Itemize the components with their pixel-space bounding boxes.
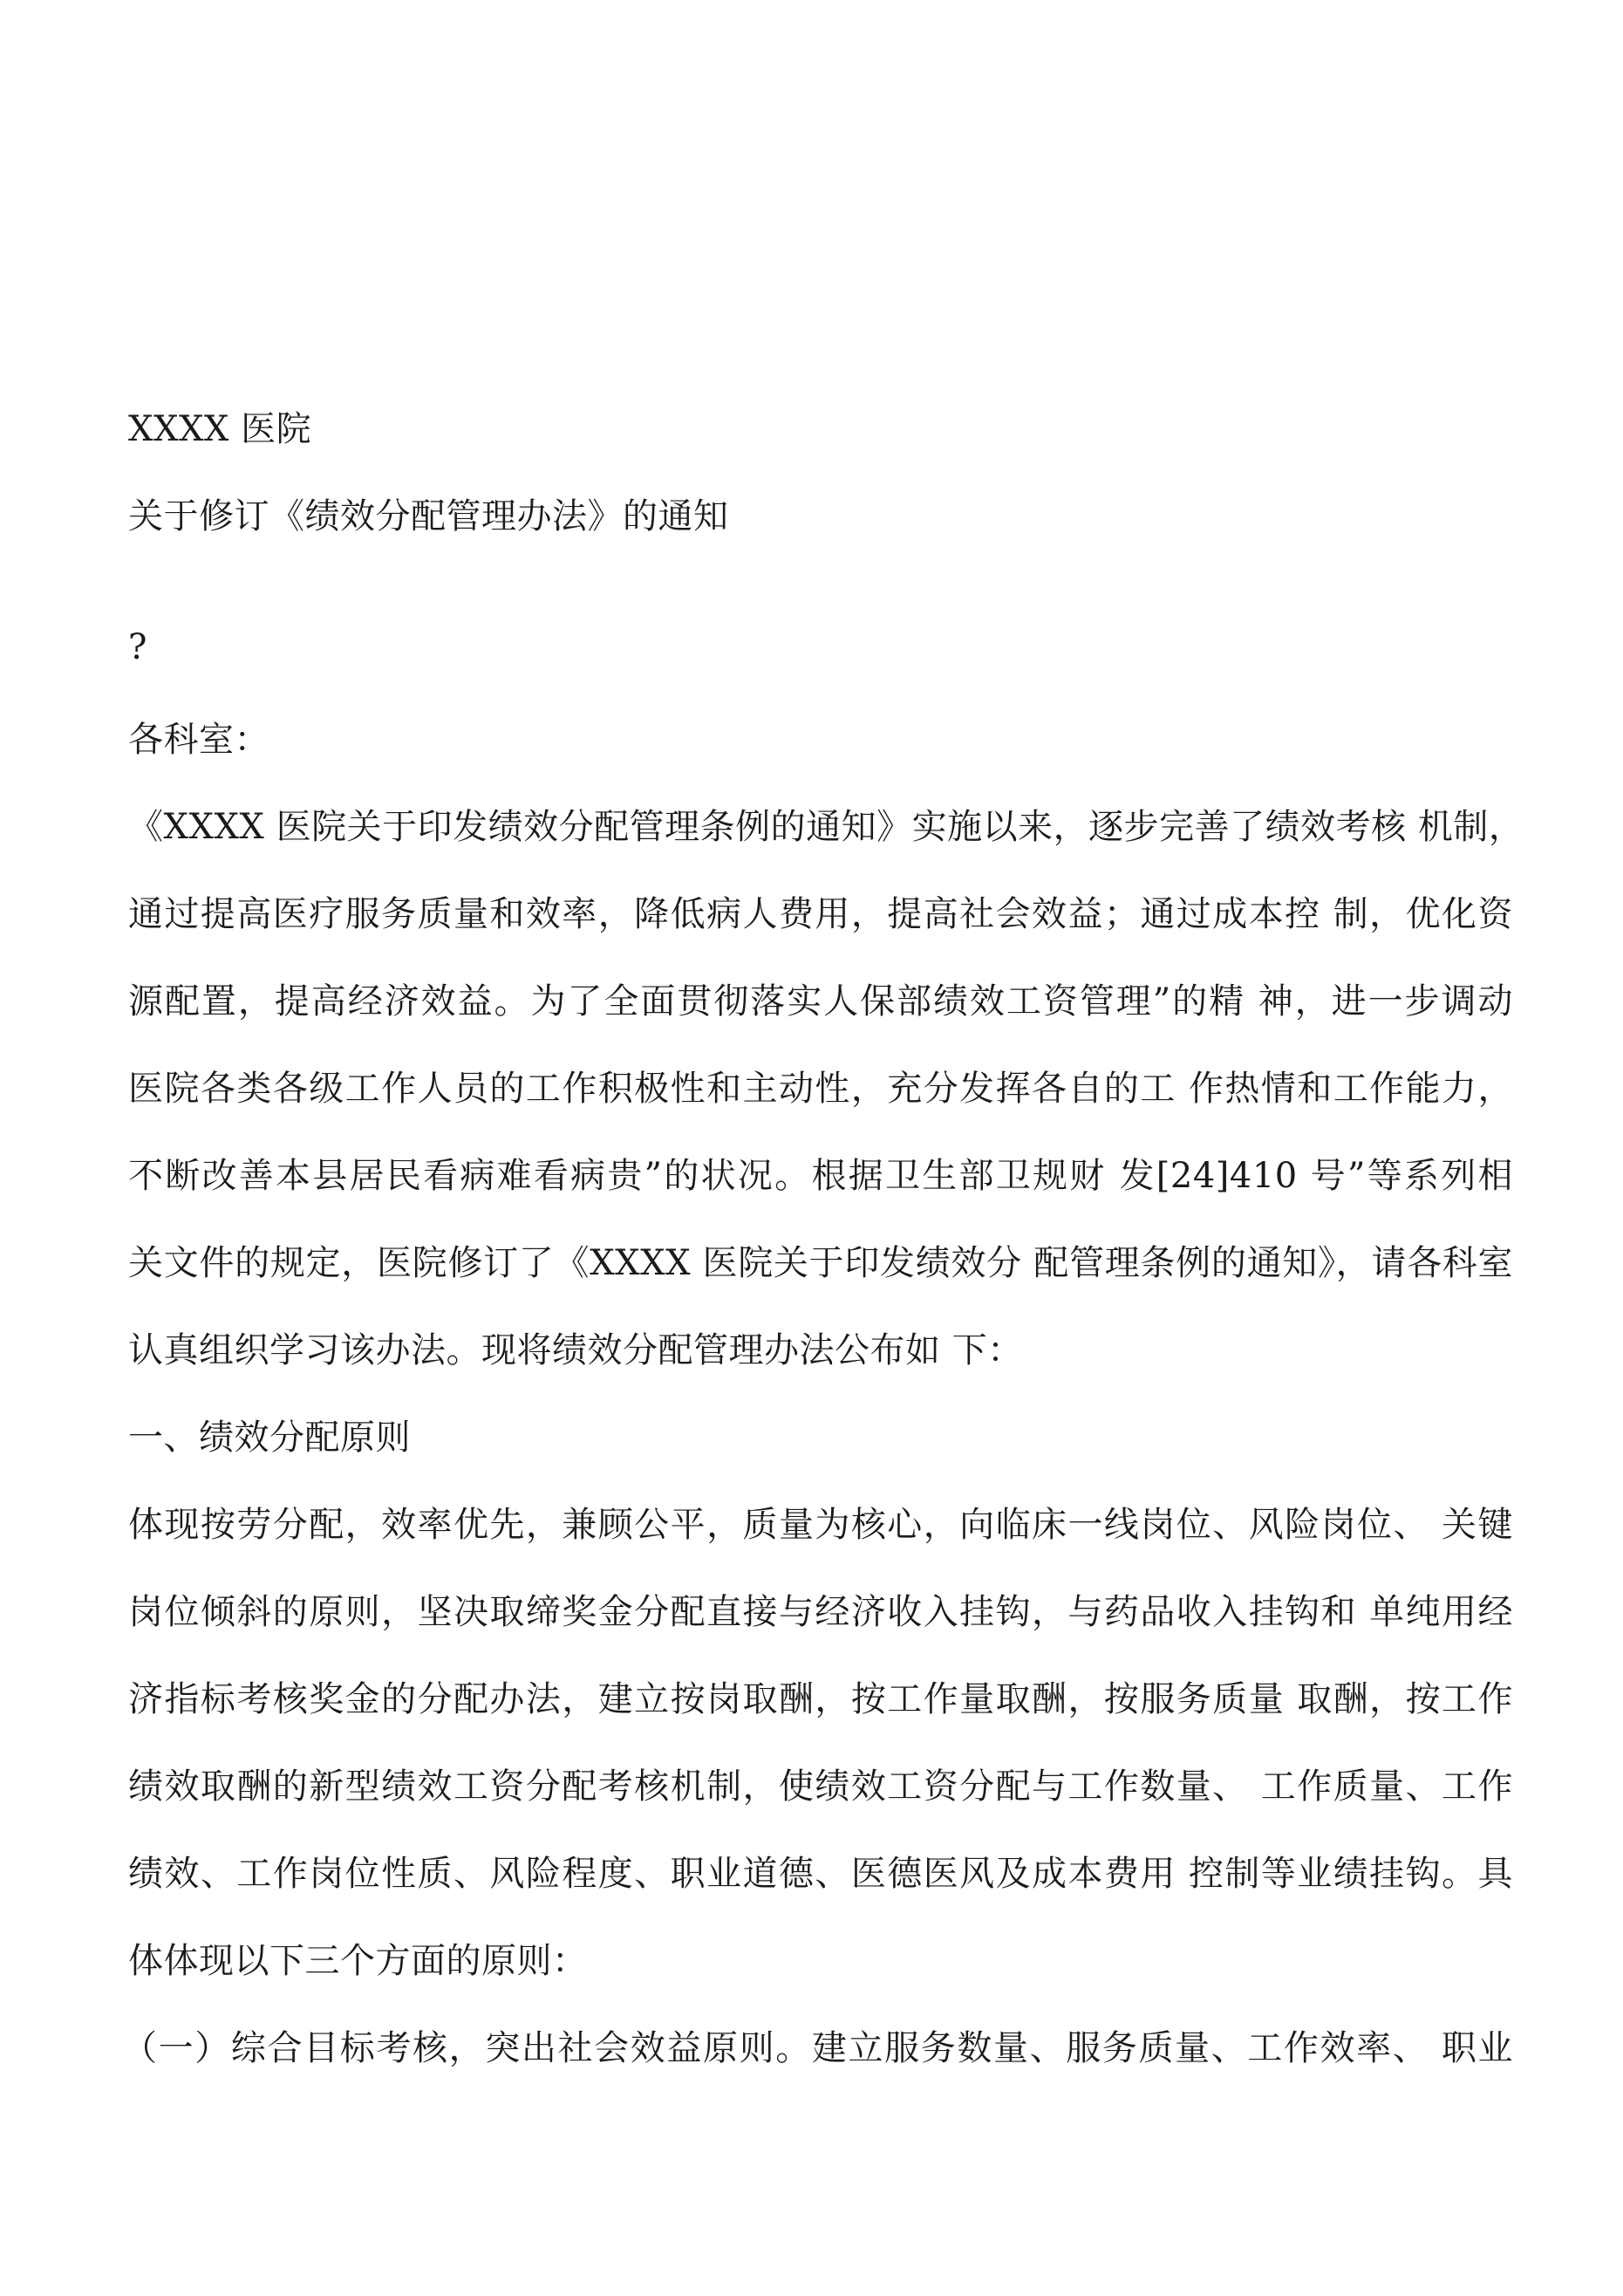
principle-line: 绩效、工作岗位性质、风险程度、职业道德、医德医风及成本费用 控制等业绩挂钩。具 — [128, 1854, 1513, 1894]
placeholder-mark: ? — [128, 627, 147, 667]
intro-line: 《XXXX 医院关于印发绩效分配管理条例的通知》实施以来，逐步完善了绩效考核 机制， — [128, 807, 1524, 847]
salutation: 各科室： — [128, 720, 269, 760]
intro-line: 关文件的规定，医院修订了《XXXX 医院关于印发绩效分 配管理条例的通知》，请各科室 — [128, 1243, 1513, 1283]
org-name: XXXX 医院 — [128, 409, 312, 449]
subsection-line: （一）综合目标考核，突出社会效益原则。建立服务数量、服务质量、工作效率、 职业 — [122, 2028, 1513, 2068]
principle-line: 绩效取酬的新型绩效工资分配考核机制，使绩效工资分配与工作数量、 工作质量、工作 — [128, 1766, 1513, 1807]
principle-line: 济指标考核奖金的分配办法，建立按岗取酬，按工作量取酬，按服务质量 取酬，按工作 — [128, 1679, 1513, 1719]
principle-line: 岗位倾斜的原则，坚决取缔奖金分配直接与经济收入挂钩，与药品收入挂钩和 单纯用经 — [128, 1592, 1513, 1632]
section-heading: 一、绩效分配原则 — [128, 1418, 411, 1458]
intro-line: 医院各类各级工作人员的工作积极性和主动性，充分发挥各自的工 作热情和工作能力， — [128, 1069, 1513, 1109]
intro-line: 通过提高医疗服务质量和效率，降低病人费用，提高社会效益；通过成本控 制，优化资 — [128, 894, 1513, 934]
notice-title: 关于修订《绩效分配管理办法》的通知 — [128, 496, 729, 536]
intro-line: 源配置，提高经济效益。为了全面贯彻落实人保部绩效工资管理”的精 神，进一步调动 — [128, 981, 1513, 1022]
principle-line: 体体现以下三个方面的原则： — [128, 1941, 588, 1981]
principle-line: 体现按劳分配，效率优先，兼顾公平，质量为核心，向临床一线岗位、风险岗位、 关键 — [128, 1505, 1513, 1545]
intro-line: 不断改善本县居民看病难看病贵”的状况。根据卫生部卫规财 发[24]410 号”等系列相 — [128, 1156, 1513, 1196]
intro-line: 认真组织学习该办法。现将绩效分配管理办法公布如 下： — [128, 1330, 1023, 1370]
